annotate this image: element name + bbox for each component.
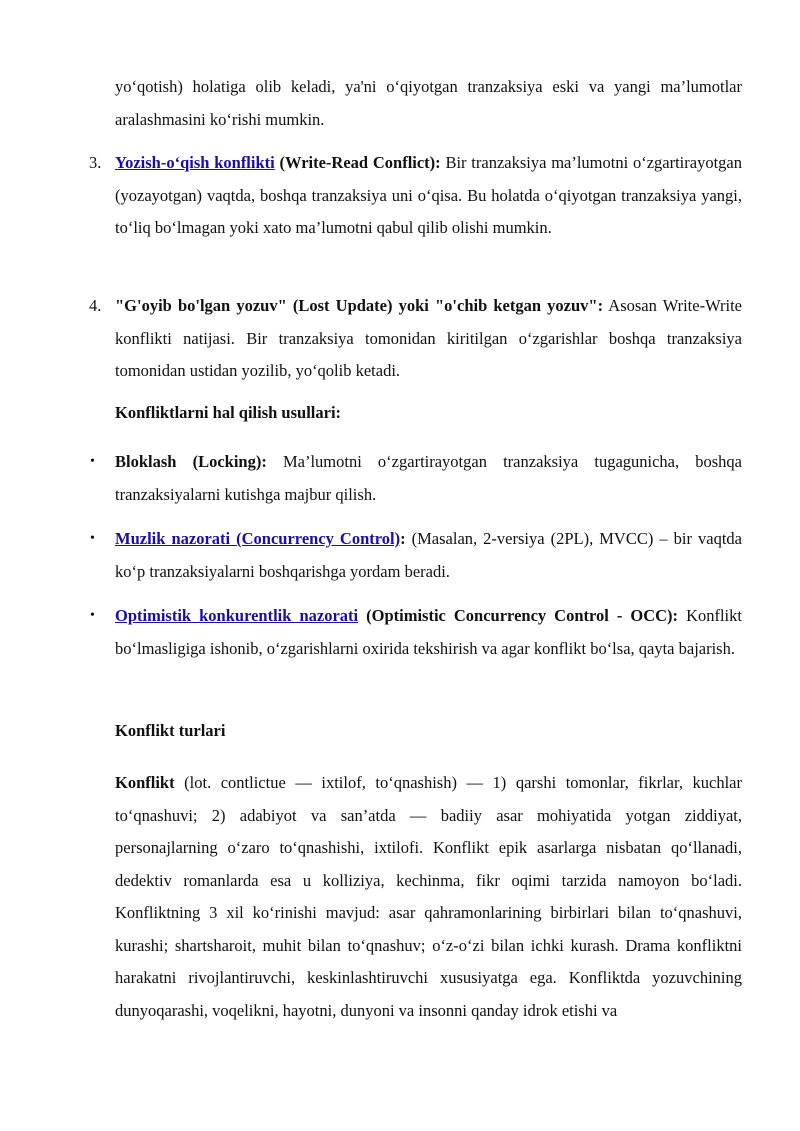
bullet-item-text: Konflikt bo‘lmasligiga ishonib, o‘zgarishlarni oxirida tekshirish va agar konflikt bo‘lsa, qayta bajarish. [115,606,742,658]
list-item-bold: "G'oyib bo'lgan yozuv" (Lost Update) yoki "o'chib ketgan yozuv": [115,296,604,315]
konflikt-definition: (lot. contlictue — ixtilof, to‘qnashish) — 1) qarshi tomonlar, fikrlar, kuchlar to‘qnashuvi; 2) adabiyot va san’atda — badiiy asar mohiyatida yotgan ziddiyat, personajlarning o‘zaro to‘qnashishi, ixtilofi. Konflikt epik asarlarga nisbatan qo‘llanadi, dedektiv romanlarda esa u kolliziya, kechinma, fikr oqimi tarzida namoyon bo‘ladi. Konfliktning 3 xil ko‘rinishi mavjud: asar qahramonlarining birbirlari bilan to‘qnashuvi, kurashi; shartsharoit, muhit bilan to‘qnashuv; o‘z-o‘zi bilan ichki kurash. Drama konfliktni harakatni rivojlantiruvchi, keskinlashtiruvchi xususiyatga ega. Konfliktda yozuvchining dunyoqarashi, voqelikni, hayotni, dunyoni va insonni qanday idrok etishi va [115,773,742,1020]
section-heading-resolution: Konfliktlarni hal qilish usullari: [115,403,342,422]
list-number: 4. [89,296,102,315]
bullet-icon: • [90,608,95,623]
bullet-item-text: Ma’lumotni o‘zgartirayotgan tranzaksiya tugagunicha, boshqa tranzaksiyalarni kutishga majbur qilish. [115,452,743,504]
list-number: 3. [89,153,102,172]
bullet-item-concurrency [115,523,742,588]
konflikt-paragraph [115,767,742,1027]
intro-paragraph: yo‘qotish) holatiga olib keladi, ya'ni o‘qiyotgan tranzaksiya eski va yangi ma’lumotlar aralashmasini ko‘rishi mumkin. [115,77,742,129]
list-item-text: Asosan Write-Write konflikti natijasi. Bir tranzaksiya tomonidan kiritilgan o‘zgarishlar boshqa tranzaksiya tomonidan ustidan yozilib, yo‘qolib ketadi. [115,296,742,380]
bullet-item-bold: Bloklash (Locking): [115,452,267,471]
list-item-text: Bir tranzaksiya ma’lumotni o‘zgartirayotgan (yozayotgan) vaqtda, boshqa tranzaksiya uni o‘qisa. Bu holatda o‘qiyotgan tranzaksiya yangi, to‘liq bo‘lmagan yoki xato ma’lumotni qabul qilib olishi mumkin. [115,153,742,237]
bullet-item-bold: : [400,529,406,548]
list-item-lost-update [115,290,742,388]
concurrency-control-link[interactable]: Muzlik nazorati (Concurrency Control) [115,529,401,548]
bullet-item-locking [115,446,742,511]
section-heading-types: Konflikt turlari [115,721,226,740]
konflikt-term: Konflikt [115,773,175,792]
list-item-write-read [115,147,742,245]
bullet-icon: • [90,531,95,546]
bullet-icon: • [90,454,95,469]
bullet-item-optimistic [115,600,742,665]
bullet-item-bold: (Optimistic Concurrency Control - OCC): [358,606,679,625]
write-read-conflict-link[interactable]: Yozish-o‘qish konflikti [115,153,275,172]
bullet-item-text: (Masalan, 2-versiya (2PL), MVCC) – bir vaqtda ko‘p tranzaksiyalarni boshqarishga yordam beradi. [115,529,742,581]
list-item-bold: (Write-Read Conflict): [274,153,441,172]
optimistic-control-link[interactable]: Optimistik konkurentlik nazorati [115,606,359,625]
